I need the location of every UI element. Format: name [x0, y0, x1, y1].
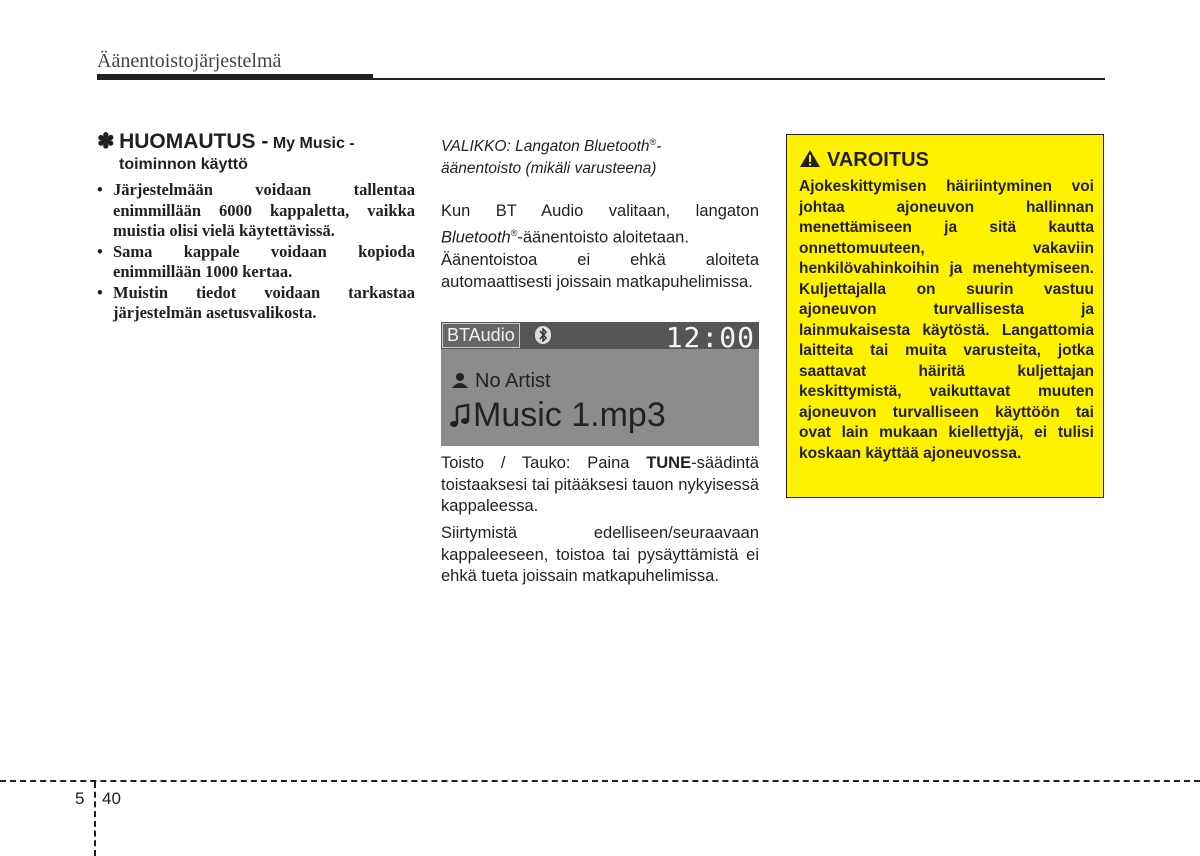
page-number: 40 — [102, 789, 121, 808]
p3-text: Toisto / Tauko: Paina — [441, 454, 647, 472]
song-row — [449, 396, 666, 435]
chapter-number: 5 — [75, 789, 85, 808]
clock: 12:00 — [665, 322, 755, 354]
paragraph-autoplay: Äänentoistoa ei ehkä aloiteta automaattisesti joissain matkapuhelimissa. — [441, 251, 759, 291]
warning-box — [786, 134, 1104, 498]
paragraph-track-skip: Siirtymistä edelliseen/seuraavaan kappaleeseen, toistoa tai pysäyttämistä ei ehkä tueta joissain matkapuhelimissa. — [441, 524, 759, 585]
artist-name: No Artist — [475, 370, 551, 392]
source-label: BTAudio — [442, 323, 520, 348]
warning-text: Ajokeskittymisen häiriintyminen voi johtaa ajoneuvon hallinnan menettämiseen ja sitä kautta onnettomuuteen, vakaviin henkilövahinkoihin ja menehtymiseen. Kuljettajalla on suurin vastuu ajoneuvon turvallisesta ja lainmukaisesta käytöstä. Langattomia laitteita tai muita varusteita, jotka saattavat häiritä kuljettajan keskittymistä, vaikuttavat muuten ajoneuvon turvalliseen käyttöön tai ovat lain mukaan kiellettyjä, ei tulisi koskaan käyttää ajoneuvossa. — [799, 178, 1094, 462]
bluetooth-icon — [535, 326, 551, 344]
p1-text-end: -äänentoisto aloitetaan. — [517, 228, 689, 246]
note-item: • Sama kappale voidaan kopioda enimmillään 1000 kertaa. — [97, 242, 415, 283]
warning-triangle-icon — [799, 149, 821, 168]
warning-title: VAROITUS — [827, 149, 929, 171]
note-item: • Järjestelmään voidaan tallentaa enimmillään 6000 kappaletta, vaikka muistia olisi vielä käytettävissä. — [97, 180, 415, 242]
artist-icon — [451, 371, 469, 387]
music-note-icon — [449, 399, 471, 425]
menu-heading-text: VALIKKO: Langaton Bluetooth — [441, 138, 650, 156]
note-title-line2: toiminnon käyttö — [119, 156, 248, 173]
note-item: • Muistin tiedot voidaan tarkastaa järjestelmän asetusvalikosta. — [97, 283, 415, 324]
note-title-main: HUOMAUTUS - — [119, 130, 269, 153]
menu-heading — [441, 131, 759, 180]
paragraph-play-pause — [441, 453, 759, 518]
menu-heading-dash: - — [656, 138, 662, 156]
p1-registered: ® — [510, 227, 518, 238]
artist-row — [451, 370, 551, 393]
header-rule — [97, 78, 1105, 80]
registered-mark: ® — [649, 137, 657, 147]
tune-knob-label: TUNE — [646, 454, 692, 472]
footer-divider — [94, 782, 96, 856]
warning-heading — [799, 147, 929, 172]
section-title: Äänentoistojärjestelmä — [97, 50, 282, 72]
p1-bluetooth: Bluetooth — [441, 228, 511, 246]
note-heading — [97, 131, 407, 175]
note-list — [97, 180, 415, 324]
paragraph-bt-audio — [441, 201, 759, 249]
audio-display-screen — [441, 322, 759, 446]
note-symbol: ✽ — [97, 130, 115, 153]
footer-rule — [0, 780, 1200, 782]
menu-heading-line2: äänentoisto (mikäli varusteena) — [441, 160, 657, 178]
p1-text: Kun BT Audio valitaan, langaton — [441, 202, 759, 220]
p3-text-end: -säädintä toistaaksesi tai pitääksesi tauon nykyisessä kappaleessa. — [441, 454, 759, 515]
note-title-sub: My Music - — [272, 135, 355, 152]
song-title: Music 1.mp3 — [473, 396, 666, 434]
